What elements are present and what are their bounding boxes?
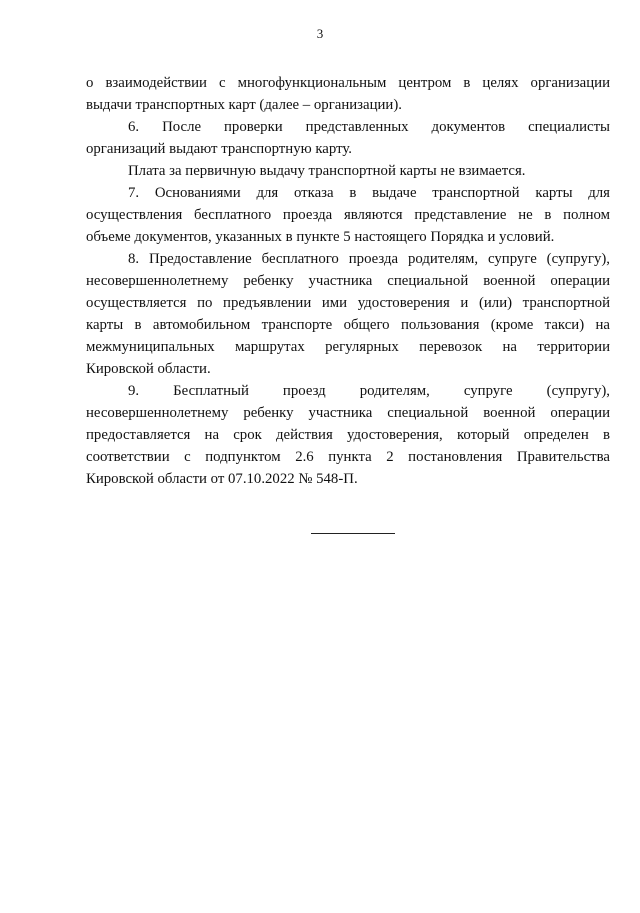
text-line: Кировской области от 07.10.2022 № 548-П. — [86, 471, 358, 487]
text-line: осуществления бесплатного проезда являются представление не в полном — [86, 207, 610, 223]
text-line: 7. Основаниями для отказа в выдаче транспортной карты для — [128, 185, 610, 201]
text-line: 8. Предоставление бесплатного проезда родителям, супруге (супругу), — [128, 251, 610, 267]
document-body — [86, 72, 610, 490]
text-line: объеме документов, указанных в пункте 5 настоящего Порядка и условий. — [86, 229, 555, 245]
text-line: о взаимодействии с многофункциональным центром в целях организации — [86, 75, 610, 91]
paragraph-continuation — [86, 72, 610, 116]
paragraph-item-7 — [86, 182, 610, 248]
text-line: осуществляется по предъявлении ими удостоверения и (или) транспортной — [86, 295, 610, 311]
text-line: Плата за первичную выдачу транспортной карты не взимается. — [128, 163, 526, 179]
text-line: карты в автомобильном транспорте общего пользования (кроме такси) на — [86, 317, 610, 333]
text-line: 9. Бесплатный проезд родителям, супруге (супругу), — [128, 383, 610, 399]
text-line: несовершеннолетнему ребенку участника специальной военной операции — [86, 273, 610, 289]
text-line: выдачи транспортных карт (далее – организации). — [86, 97, 402, 113]
paragraph-item-9 — [86, 380, 610, 490]
paragraph-item-6 — [86, 116, 610, 160]
text-line: 6. После проверки представленных документов специалисты — [128, 119, 610, 135]
text-line: соответствии с подпунктом 2.6 пункта 2 постановления Правительства — [86, 449, 610, 465]
page-number: 3 — [316, 26, 324, 41]
paragraph-item-8 — [86, 248, 610, 380]
text-line: Кировской области. — [86, 361, 211, 377]
paragraph-fee-note — [86, 160, 610, 182]
text-line: организаций выдают транспортную карту. — [86, 141, 352, 157]
end-divider-line — [311, 533, 395, 534]
text-line: межмуниципальных маршрутах регулярных перевозок на территории — [86, 339, 610, 355]
text-line: несовершеннолетнему ребенку участника специальной военной операции — [86, 405, 610, 421]
text-line: предоставляется на срок действия удостоверения, который определен в — [86, 427, 610, 443]
